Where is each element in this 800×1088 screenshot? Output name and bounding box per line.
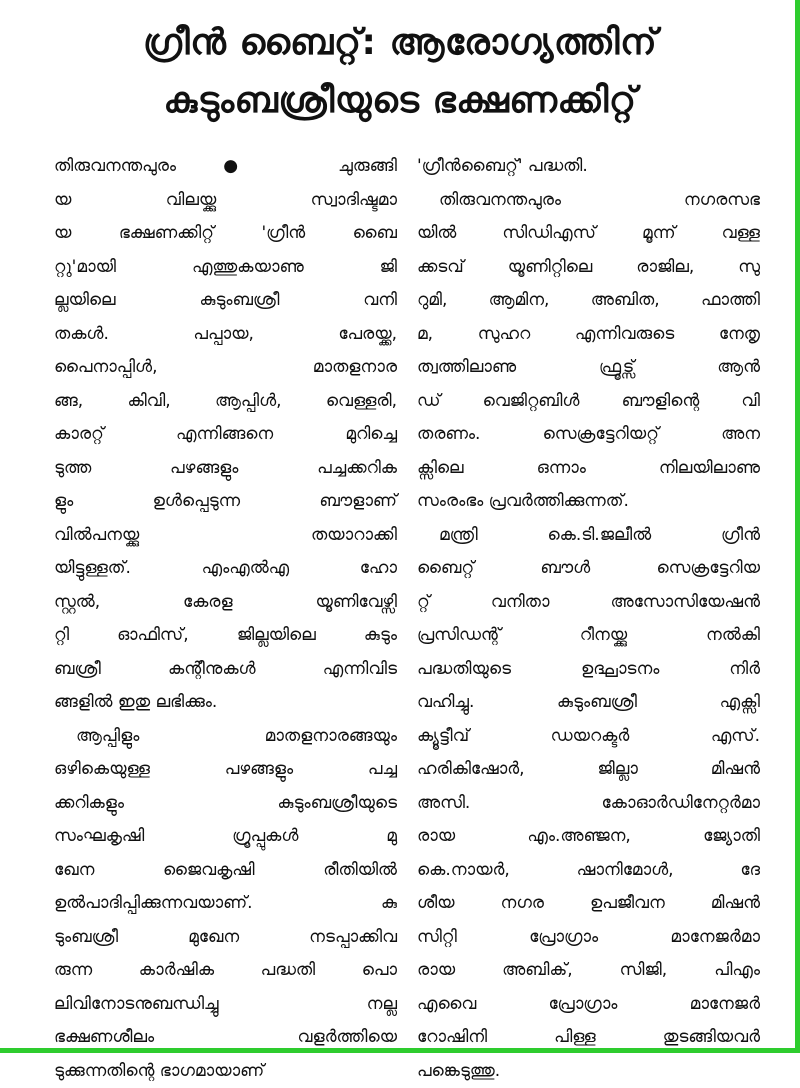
article-line: ക്കറികളും കുടുംബശ്രീയുടെ	[54, 787, 397, 821]
article-line: ആപ്പിളും മാതളനാരങ്ങയും	[54, 720, 397, 754]
article-line: തിരുവനന്തപുരം● ചുരുങ്ങി	[54, 150, 397, 184]
article-line: കാരറ്റ് എന്നിങ്ങനെ മുറിച്ചെ	[54, 418, 397, 452]
article-line: ത്വത്തിലാണു ഫ്രൂട്സ് ആൻ	[417, 351, 760, 385]
article-line: ഉൽപാദിപ്പിക്കുന്നവയാണ്. കു	[54, 887, 397, 921]
article-line: പൈനാപ്പിൾ, മാതളനാര	[54, 351, 397, 385]
article-line: രായ എം.അഞ്ജന, ജ്യോതി	[417, 820, 760, 854]
article-body	[48, 150, 760, 1030]
article-line: വഹിച്ചു. കുടുംബശ്രീ എക്സി	[417, 686, 760, 720]
article-line: റോഷിനി പിള്ള തുടങ്ങിയവർ	[417, 1021, 760, 1055]
article-line: ക്കടവ് യൂണിറ്റിലെ രാജില, സു	[417, 251, 760, 285]
article-line: ബൈറ്റ് ബൗൾ സെക്രട്ടേറിയ	[417, 552, 760, 586]
right-column	[417, 150, 760, 1088]
article-line: ഡ് വെജിറ്റബിൾ ബൗളിന്റെ വി	[417, 385, 760, 419]
article-line: ഒഴികെയുള്ള പഴങ്ങളും പച്ച	[54, 753, 397, 787]
article-line: ളും ഉൾപ്പെടുന്ന ബൗളാണ്	[54, 485, 397, 519]
article-line: സിറ്റി പ്രോഗ്രാം മാനേജർമാ	[417, 921, 760, 955]
left-column	[54, 150, 397, 1088]
article-line: ഭക്ഷണശീലം വളർത്തിയെ	[54, 1021, 397, 1055]
article-line: ഖേന ജൈവകൃഷി രീതിയിൽ	[54, 854, 397, 888]
article-line: ശീയ നഗര ഉപജീവന മിഷൻ	[417, 887, 760, 921]
article-line: മന്ത്രി കെ.ടി.ജലീൽ ഗ്രീൻ	[417, 519, 760, 553]
article-line: യ ഭക്ഷണക്കിറ്റ് 'ഗ്രീൻ ബൈ	[54, 217, 397, 251]
article-line: ലിവിനോടനുബന്ധിച്ചു നല്ല	[54, 988, 397, 1022]
article-line: യ വിലയ്ക്കു സ്വാദിഷ്ടമാ	[54, 184, 397, 218]
article-line: സ്റ്റൽ, കേരള യൂണിവേഴ്സി	[54, 586, 397, 620]
article-line: അസി. കോഓർഡിനേറ്റർമാ	[417, 787, 760, 821]
article-line: രായ അബിക്, സിജി, പിഎം	[417, 954, 760, 988]
article-line: പദ്ധതിയുടെ ഉദ്ഘാടനം നിർ	[417, 653, 760, 687]
article-line: കെ.നായർ, ഷാനിമോൾ, ദേ	[417, 854, 760, 888]
article-line: പങ്കെടുത്തു.	[417, 1055, 760, 1088]
article-line: ടുംബശ്രീ മുഖേന നടപ്പാക്കിവ	[54, 921, 397, 955]
article-line: ടുത്ത പഴങ്ങളും പച്ചക്കറിക	[54, 452, 397, 486]
article-line: ങ്ങ, കിവി, ആപ്പിൾ, വെള്ളരി,	[54, 385, 397, 419]
headline-line-2: കുടുംബശ്രീയുടെ ഭക്ഷണക്കിറ്റ്	[20, 72, 780, 130]
article-line: യിട്ടുള്ളത്. എംഎൽഎ ഹോ	[54, 552, 397, 586]
article-line: ടുക്കുന്നതിന്റെ ഭാഗമായാണ്	[54, 1055, 397, 1088]
article-line: രുന്ന കാർഷിക പദ്ധതി പൊ	[54, 954, 397, 988]
article-line: ക്സിലെ ഒന്നാം നിലയിലാണു	[417, 452, 760, 486]
article-line: എവൈ പ്രോഗ്രാം മാനേജർ	[417, 988, 760, 1022]
article-line: 'ഗ്രീൻബൈറ്റ്' പദ്ധതി.	[417, 150, 760, 184]
article-line: റ്റു'മായി എത്തുകയാണു ജി	[54, 251, 397, 285]
article-line: തകൾ. പപ്പായ, പേരയ്ക്ക,	[54, 318, 397, 352]
headline	[20, 14, 780, 130]
article-line: മ, സുഹറ എന്നിവരുടെ നേതൃ	[417, 318, 760, 352]
article-line: തരണം. സെക്രട്ടേറിയറ്റ് അന	[417, 418, 760, 452]
headline-line-1: ഗ്രീൻ ബൈറ്റ്: ആരോഗ്യത്തിന്	[20, 14, 780, 72]
article-line: വിൽപനയ്ക്കു തയാറാക്കി	[54, 519, 397, 553]
article-line: പ്രസിഡന്റ് റീനയ്ക്കു നൽകി	[417, 619, 760, 653]
article-line: ഹരികിഷോർ, ജില്ലാ മിഷൻ	[417, 753, 760, 787]
article-line: റ്റി ഓഫിസ്, ജില്ലയിലെ കുടും	[54, 619, 397, 653]
article-line: സംഘകൃഷി ഗ്രൂപ്പുകൾ മു	[54, 820, 397, 854]
article-line: സംരംഭം പ്രവർത്തിക്കുന്നത്.	[417, 485, 760, 519]
article-line: യിൽ സിഡിഎസ് മൂന്ന് വള്ള	[417, 217, 760, 251]
article-line: ക്യൂട്ടീവ് ഡയറക്ടർ എസ്.	[417, 720, 760, 754]
article-line: ബശ്രീ കന്റീനുകൾ എന്നിവിട	[54, 653, 397, 687]
article-line: റ്റ് വനിതാ അസോസിയേഷൻ	[417, 586, 760, 620]
article-line: റുമി, ആമിന, അബിത, ഫാത്തി	[417, 284, 760, 318]
article-line: ങ്ങളിൽ ഇതു ലഭിക്കും.	[54, 686, 397, 720]
article-line: തിരുവനന്തപുരം നഗരസഭ	[417, 184, 760, 218]
article-line: ല്ലയിലെ കുടുംബശ്രീ വനി	[54, 284, 397, 318]
